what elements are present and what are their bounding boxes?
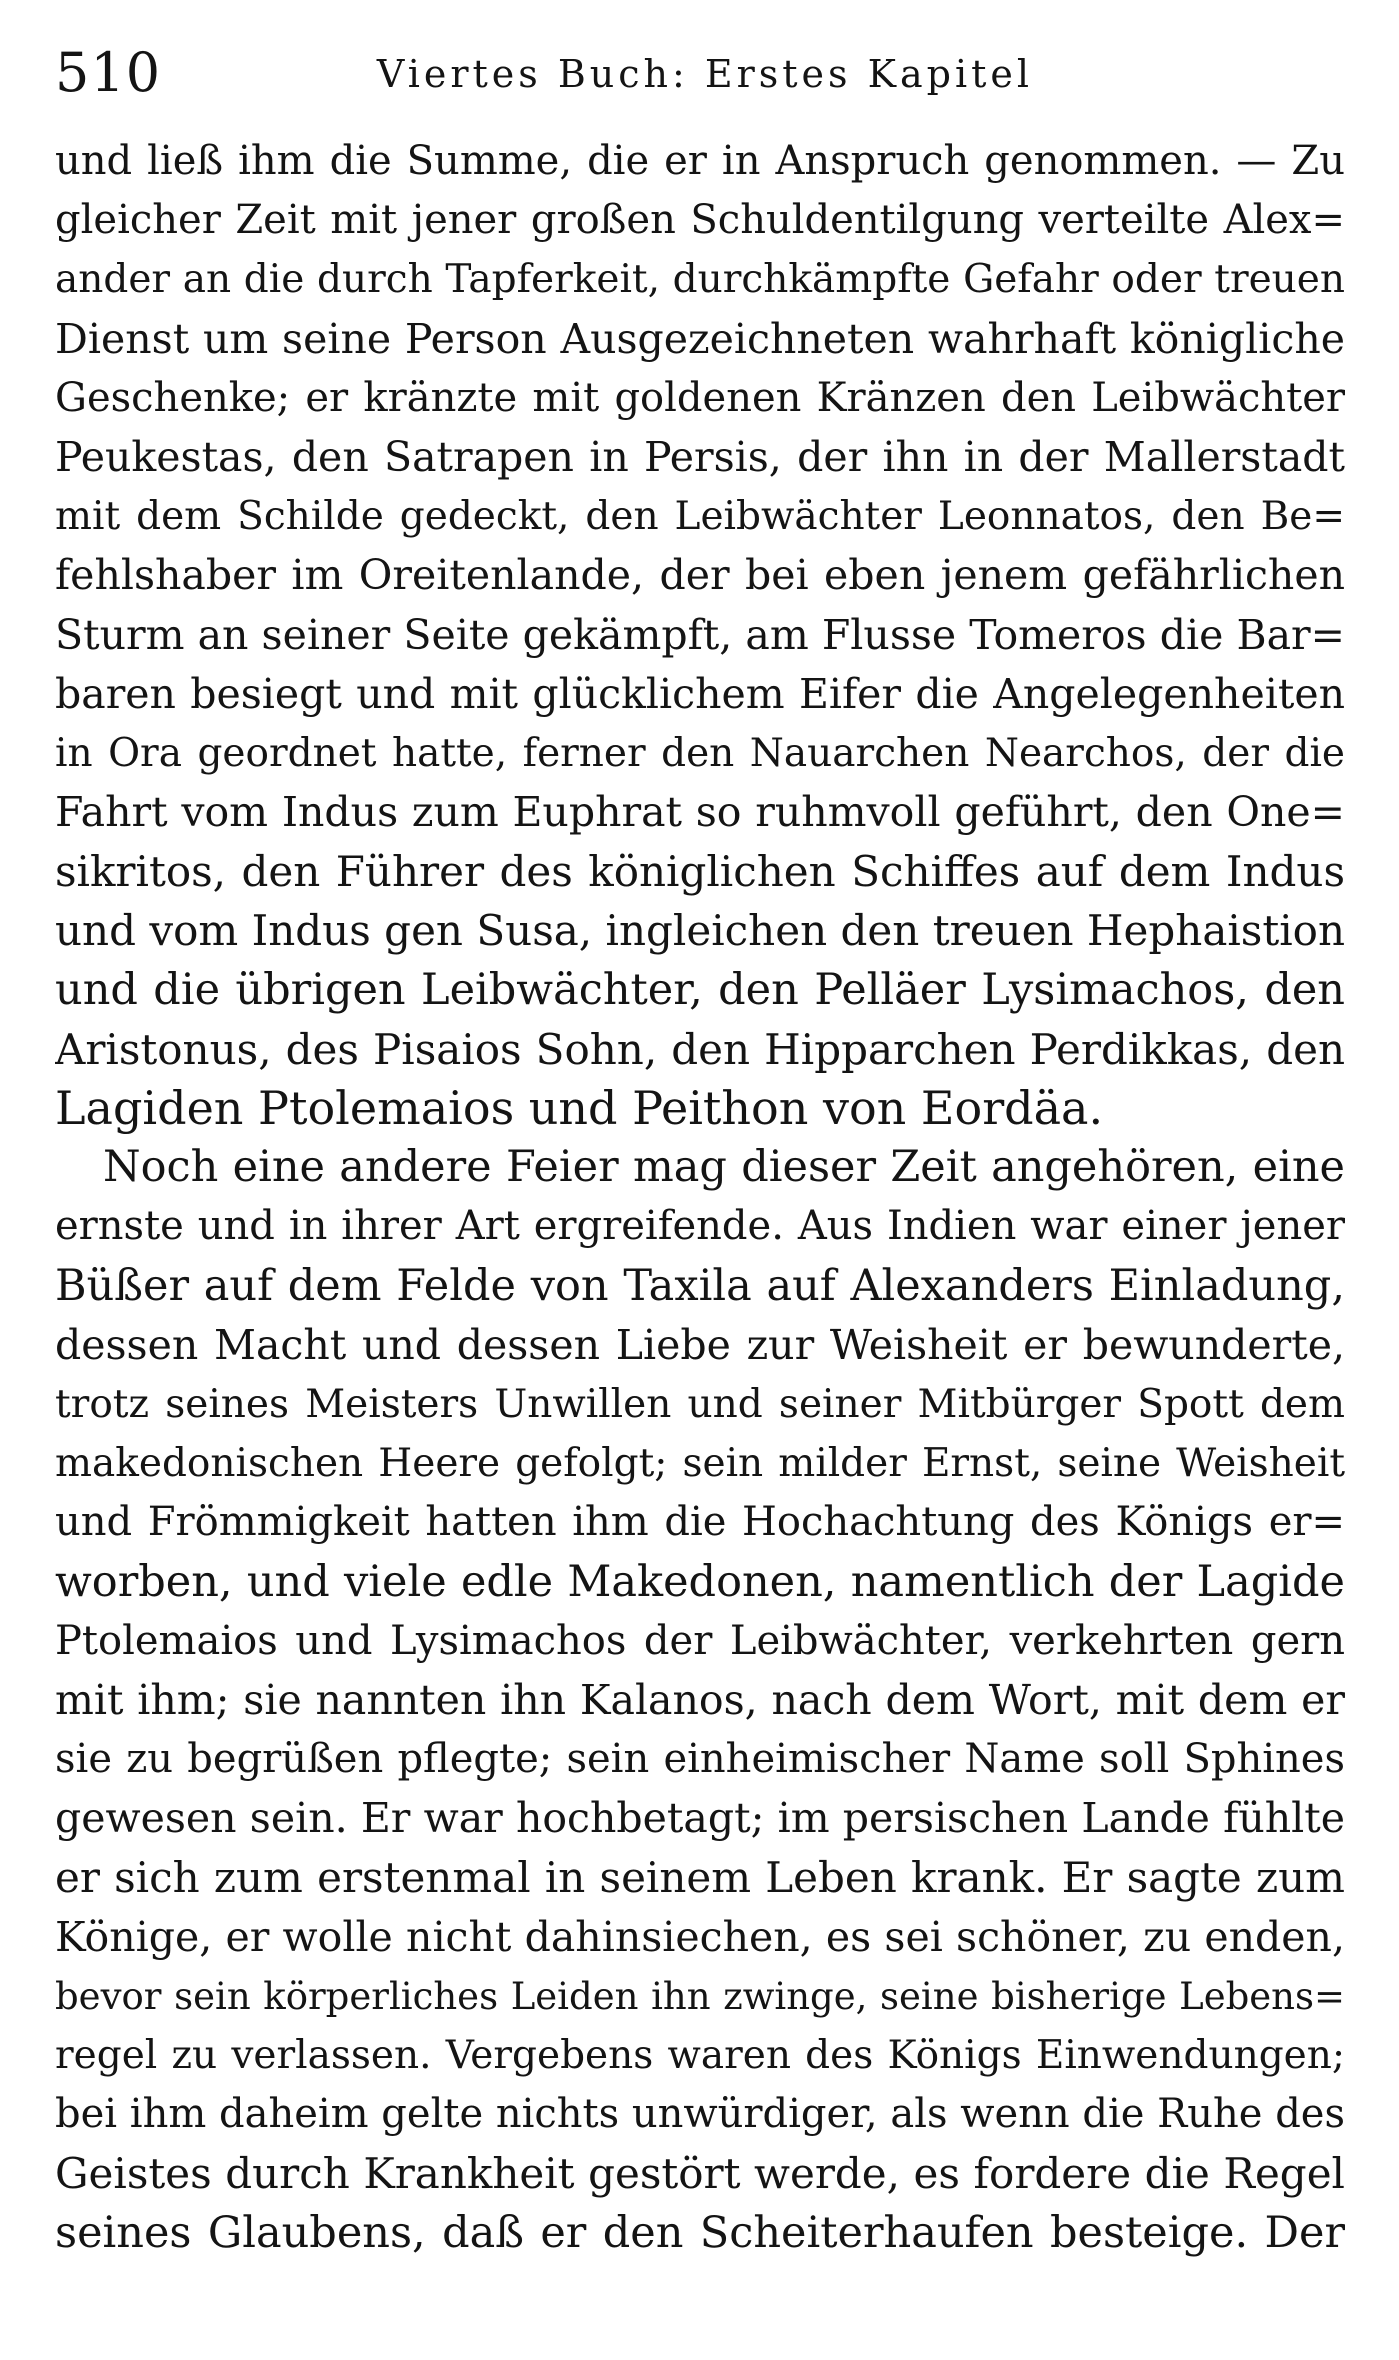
text-line: seines Glaubens, daß er den Scheiterhaufen besteige. Der: [55, 2207, 1345, 2258]
text-line: und vom Indus gen Susa, ingleichen den treuen Hephaistion: [55, 906, 1345, 956]
text-line: bevor sein körperliches Leiden ihn zwinge, seine bisherige Lebens=: [55, 1974, 1345, 2018]
text-line: ernste und in ihrer Art ergreifende. Aus Indien war einer jener: [55, 1203, 1345, 1250]
page-header: [55, 38, 1355, 108]
text-line: mit dem Schilde gedeckt, den Leibwächter Leonnatos, den Be=: [55, 494, 1345, 540]
text-line: baren besiegt und mit glücklichem Eifer die Angelegenheiten: [55, 669, 1345, 718]
text-line: ander an die durch Tapferkeit, durchkämpfte Gefahr oder treuen: [55, 257, 1345, 303]
body-text: [55, 132, 1345, 2263]
text-line: Aristonus, des Pisaios Sohn, den Hipparchen Perdikkas, den: [55, 1024, 1345, 1074]
text-line: Fahrt vom Indus zum Euphrat so ruhmvoll geführt, den One=: [55, 788, 1345, 837]
text-line: makedonischen Heere gefolgt; sein milder Ernst, seine Weisheit: [55, 1441, 1345, 1487]
running-head: Viertes Buch: Erstes Kapitel: [376, 52, 1034, 96]
text-line: Sturm an seiner Seite gekämpft, am Flusse Tomeros die Bar=: [55, 610, 1345, 659]
text-line: Noch eine andere Feier mag dieser Zeit angehören, eine: [103, 1142, 1345, 1193]
text-line: Geschenke; er kränzte mit goldenen Kränzen den Leibwächter: [55, 374, 1345, 421]
text-line: und Frömmigkeit hatten ihm die Hochachtung des Königs er=: [55, 1499, 1345, 1546]
text-line: Peukestas, den Satrapen in Persis, der ihn in der Mallerstadt: [55, 432, 1345, 481]
text-line: regel zu verlassen. Vergebens waren des Königs Einwendungen;: [55, 2033, 1345, 2078]
text-line: bei ihm daheim gelte nichts unwürdiger, als wenn die Ruhe des: [55, 2091, 1345, 2138]
text-line: gleicher Zeit mit jener großen Schuldentilgung verteilte Alex=: [55, 197, 1345, 244]
page-number: 510: [55, 41, 162, 104]
text-line: in Ora geordnet hatte, ferner den Nauarchen Nearchos, der die: [55, 730, 1345, 776]
text-line: sie zu begrüßen pflegte; sein einheimischer Name soll Sphines: [55, 1736, 1345, 1783]
text-line: Geistes durch Krankheit gestört werde, es fordere die Regel: [55, 2149, 1345, 2199]
text-line: fehlshaber im Oreitenlande, der bei eben jenem gefährlichen: [55, 551, 1345, 600]
text-line: er sich zum erstenmal in seinem Leben krank. Er sagte zum: [55, 1853, 1345, 1903]
text-line: und ließ ihm die Summe, die er in Anspruch genommen. — Zu: [55, 138, 1345, 184]
text-line: Büßer auf dem Felde von Taxila auf Alexanders Einladung,: [55, 1260, 1345, 1311]
text-line: Lagiden Ptolemaios und Peithon von Eordäa.: [55, 1081, 1104, 1135]
text-line: Ptolemaios und Lysimachos der Leibwächter, verkehrten gern: [55, 1617, 1345, 1664]
text-line: dessen Macht und dessen Liebe zur Weisheit er bewunderte,: [55, 1320, 1345, 1369]
text-line: trotz seines Meisters Unwillen und seiner Mitbürger Spott dem: [55, 1381, 1345, 1427]
text-line: sikritos, den Führer des königlichen Schiffes auf dem Indus: [55, 847, 1345, 897]
text-line: worben, und viele edle Makedonen, namentlich der Lagide: [55, 1556, 1345, 1607]
text-line: gewesen sein. Er war hochbetagt; im persischen Lande fühlte: [55, 1794, 1345, 1843]
text-line: Dienst um seine Person Ausgezeichneten wahrhaft königliche: [55, 314, 1345, 363]
text-line: und die übrigen Leibwächter, den Pelläer Lysimachos, den: [55, 964, 1345, 1015]
text-line: mit ihm; sie nannten ihn Kalanos, nach dem Wort, mit dem er: [55, 1675, 1345, 1724]
text-line: Könige, er wolle nicht dahinsiechen, es sei schöner, zu enden,: [55, 1912, 1345, 1961]
